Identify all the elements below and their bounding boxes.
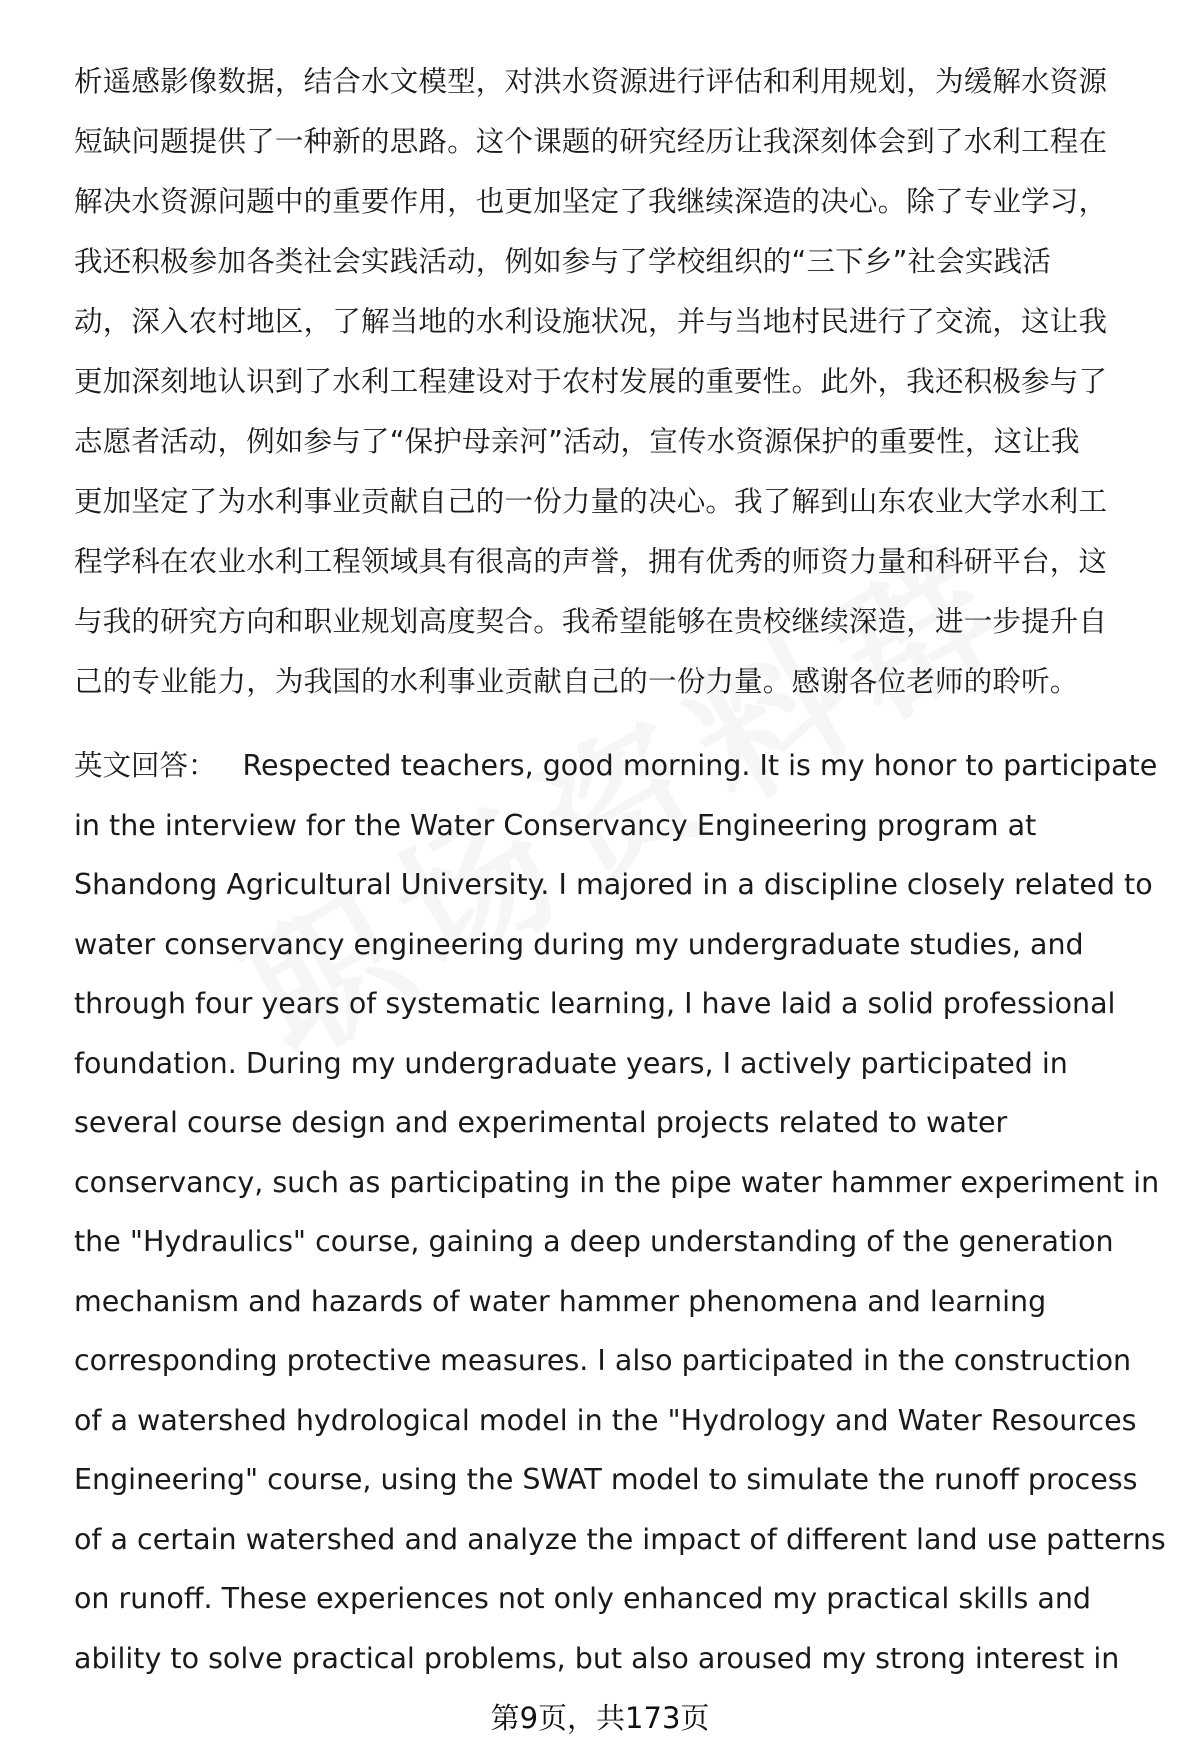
text-line: foundation. During my undergraduate years, I actively participated in (74, 1046, 1068, 1080)
text-line: 己的专业能力，为我国的水利事业贡献自己的一份力量。感谢各位老师的聆听。 (74, 665, 1079, 698)
text-line: 析遥感影像数据，结合水文模型，对洪水资源进行评估和利用规划，为缓解水资源 (74, 65, 1108, 98)
text-line: of a certain watershed and analyze the impact of different land use patterns (74, 1522, 1166, 1556)
text-line: conservancy, such as participating in the pipe water hammer experiment in (74, 1165, 1160, 1199)
text-line: of a watershed hydrological model in the "Hydrology and Water Resources (74, 1403, 1137, 1437)
text-line: 动，深入农村地区，了解当地的水利设施状况，并与当地村民进行了交流，这让我 (74, 305, 1108, 338)
text-line: in the interview for the Water Conservancy Engineering program at (74, 808, 1037, 842)
page-number-footer: 第9页，共173页 (490, 1701, 710, 1735)
text-line: several course design and experimental projects related to water (74, 1106, 1008, 1139)
text-line: 更加深刻地认识到了水利工程建设对于农村发展的重要性。此外，我还积极参与了 (74, 365, 1108, 398)
text-line: ability to solve practical problems, but also aroused my strong interest in (74, 1641, 1120, 1675)
text-line-content: Respected teachers, good morning. It is my honor to participate (242, 749, 1158, 782)
text-line (74, 736, 1158, 796)
text-line: 与我的研究方向和职业规划高度契合。我希望能够在贵校继续深造，进一步提升自 (74, 605, 1108, 638)
text-line: the "Hydraulics" course, gaining a deep understanding of the generation (74, 1225, 1114, 1258)
text-line: Engineering" course, using the SWAT model to simulate the runoff process (74, 1463, 1138, 1496)
text-line: 我还积极参加各类社会实践活动，例如参与了学校组织的“三下乡”社会实践活 (74, 245, 1052, 278)
text-line: 程学科在农业水利工程领域具有很高的声誉，拥有优秀的师资力量和科研平台，这 (74, 545, 1108, 578)
text-line: mechanism and hazards of water hammer phenomena and learning (74, 1284, 1047, 1318)
text-line: Shandong Agricultural University. I majored in a discipline closely related to (74, 868, 1153, 901)
text-line: 短缺问题提供了一种新的思路。这个课题的研究经历让我深刻体会到了水利工程在 (74, 125, 1108, 158)
english-answer-paragraph (74, 736, 1166, 1688)
chinese-paragraph (74, 52, 1154, 712)
text-line: 志愿者活动，例如参与了“保护母亲河”活动，宣传水资源保护的重要性，这让我 (74, 425, 1080, 458)
text-line: through four years of systematic learning, I have laid a solid professional (74, 987, 1116, 1020)
text-line: on runoff. These experiences not only enhanced my practical skills and (74, 1582, 1091, 1615)
english-answer-label: 英文回答： (74, 749, 217, 782)
text-line: 解决水资源问题中的重要作用，也更加坚定了我继续深造的决心。除了专业学习， (74, 185, 1108, 218)
text-line: water conservancy engineering during my undergraduate studies, and (74, 927, 1084, 961)
text-line: corresponding protective measures. I also participated in the construction (74, 1344, 1132, 1377)
text-line: 更加坚定了为水利事业贡献自己的一份力量的决心。我了解到山东农业大学水利工 (74, 485, 1108, 518)
